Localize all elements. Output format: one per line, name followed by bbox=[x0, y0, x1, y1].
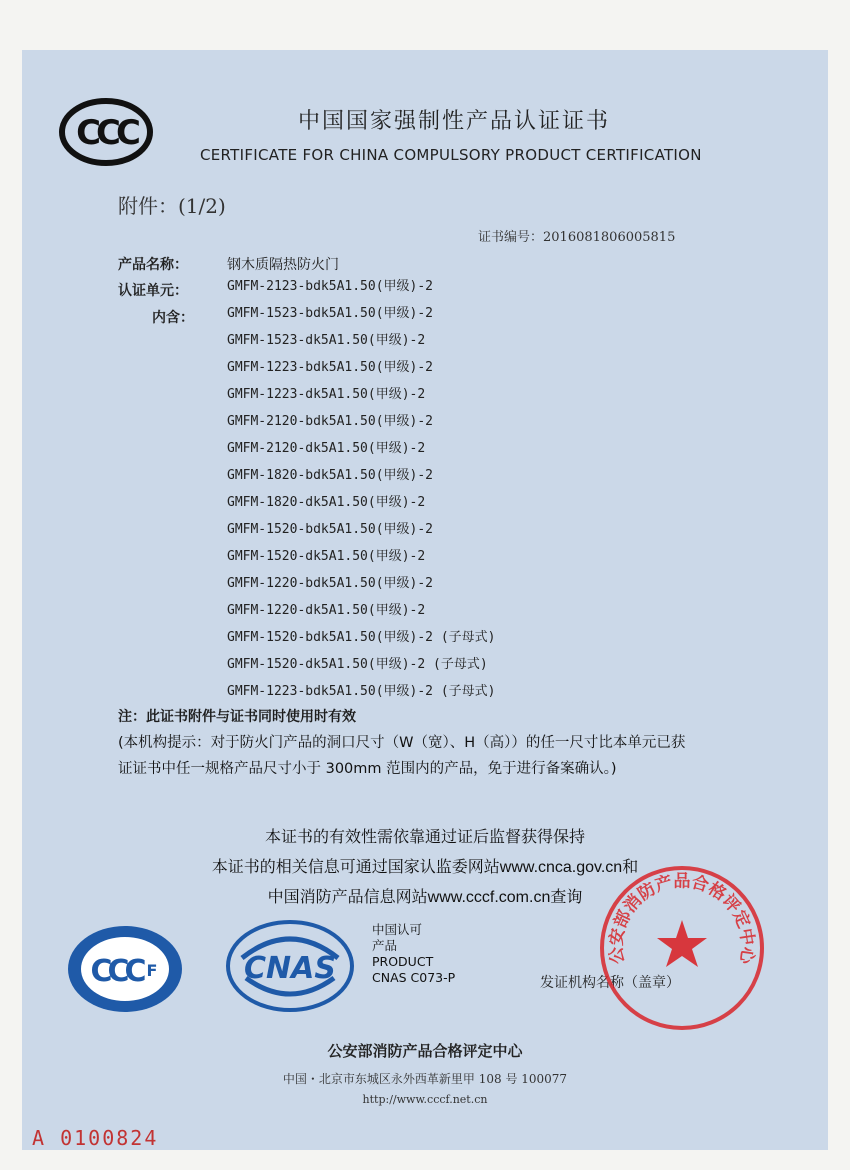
cnas-line: CNAS C073-P bbox=[372, 970, 456, 985]
annex-label: 附件：(1/2) bbox=[118, 194, 226, 218]
cnas-line: PRODUCT bbox=[372, 954, 434, 969]
ccc-logo-text: CCC bbox=[76, 113, 136, 153]
list-item: GMFM-1220-bdk5A1.50(甲级)-2 bbox=[227, 576, 434, 591]
cccf-website-link[interactable]: www.cccf.com.cn bbox=[427, 889, 551, 906]
cccf-logo bbox=[66, 924, 184, 1014]
cert-unit-contents-label: 内含： bbox=[152, 310, 194, 326]
list-item: GMFM-2123-bdk5A1.50(甲级)-2 bbox=[227, 279, 434, 294]
cert-unit-label: 认证单元： bbox=[118, 283, 188, 299]
list-item: GMFM-1520-dk5A1.50(甲级)-2 (子母式) bbox=[227, 657, 488, 672]
validity-line-2-suffix: 和 bbox=[622, 857, 639, 876]
validity-line-2-prefix: 本证书的相关信息可通过国家认监委网站 bbox=[211, 857, 500, 876]
list-item: GMFM-1223-bdk5A1.50(甲级)-2 bbox=[227, 360, 434, 375]
list-item: GMFM-1820-bdk5A1.50(甲级)-2 bbox=[227, 468, 434, 483]
cnas-line: 中国认可 bbox=[372, 922, 423, 937]
cnas-logo-text: CNAS bbox=[244, 951, 336, 986]
list-item: GMFM-1523-bdk5A1.50(甲级)-2 bbox=[227, 306, 434, 321]
cccf-logo-text: CCC bbox=[90, 954, 142, 989]
list-item: GMFM-1520-dk5A1.50(甲级)-2 bbox=[227, 549, 426, 564]
cccf-logo-f: F bbox=[146, 961, 158, 980]
product-name-label: 产品名称： bbox=[118, 257, 188, 273]
list-item: GMFM-1220-dk5A1.50(甲级)-2 bbox=[227, 603, 426, 618]
list-item: GMFM-1520-bdk5A1.50(甲级)-2 (子母式) bbox=[227, 630, 496, 645]
validity-line-3-suffix: 查询 bbox=[550, 887, 583, 906]
list-item: GMFM-1820-dk5A1.50(甲级)-2 bbox=[227, 495, 426, 510]
seal-ring-text: 公安部消防产品合格评定中心 bbox=[606, 871, 758, 966]
serial-number: A 0100824 bbox=[32, 1126, 159, 1150]
ccc-logo bbox=[58, 97, 154, 167]
cnas-accreditation-text bbox=[372, 922, 455, 986]
list-item: GMFM-2120-bdk5A1.50(甲级)-2 bbox=[227, 414, 434, 429]
issuing-center-url[interactable]: http://www.cccf.net.cn bbox=[362, 1093, 488, 1106]
list-item: GMFM-1223-bdk5A1.50(甲级)-2 (子母式) bbox=[227, 684, 496, 699]
validity-line-3-prefix: 中国消防产品信息网站 bbox=[267, 887, 428, 906]
certificate-number: 证书编号：2016081806005815 bbox=[478, 230, 676, 245]
issuing-center-name: 公安部消防产品合格评定中心 bbox=[327, 1042, 523, 1060]
product-name-value: 钢木质隔热防火门 bbox=[227, 257, 339, 273]
agency-note: (本机构提示：对于防火门产品的洞口尺寸（W（宽）、H（高））的任一尺寸比本单元已获证证书中任一规格产品尺寸小于 300mm 范围内的产品，免于进行备案确认。) bbox=[118, 735, 686, 777]
seal-star-icon bbox=[657, 920, 707, 967]
validity-note: 注：此证书附件与证书同时使用时有效 bbox=[118, 709, 356, 725]
issuing-center-address: 中国・北京市东城区永外西革新里甲 108 号 100077 bbox=[282, 1072, 568, 1086]
cnas-logo bbox=[220, 918, 360, 1014]
list-item: GMFM-1520-bdk5A1.50(甲级)-2 bbox=[227, 522, 434, 537]
cnas-line: 产品 bbox=[372, 938, 398, 953]
official-seal bbox=[596, 862, 768, 1034]
list-item: GMFM-1523-dk5A1.50(甲级)-2 bbox=[227, 333, 426, 348]
validity-line-1: 本证书的有效性需依靠通过证后监督获得保持 bbox=[264, 827, 585, 846]
title-chinese: 中国国家强制性产品认证证书 bbox=[298, 109, 611, 134]
cert-unit-list bbox=[227, 278, 496, 710]
cnca-website-link[interactable]: www.cnca.gov.cn bbox=[499, 859, 623, 876]
title-english: CERTIFICATE FOR CHINA COMPULSORY PRODUCT CERTIFICATION bbox=[200, 146, 702, 164]
list-item: GMFM-2120-dk5A1.50(甲级)-2 bbox=[227, 441, 426, 456]
issuer-label: 发证机构名称（盖章） bbox=[540, 975, 680, 991]
list-item: GMFM-1223-dk5A1.50(甲级)-2 bbox=[227, 387, 426, 402]
